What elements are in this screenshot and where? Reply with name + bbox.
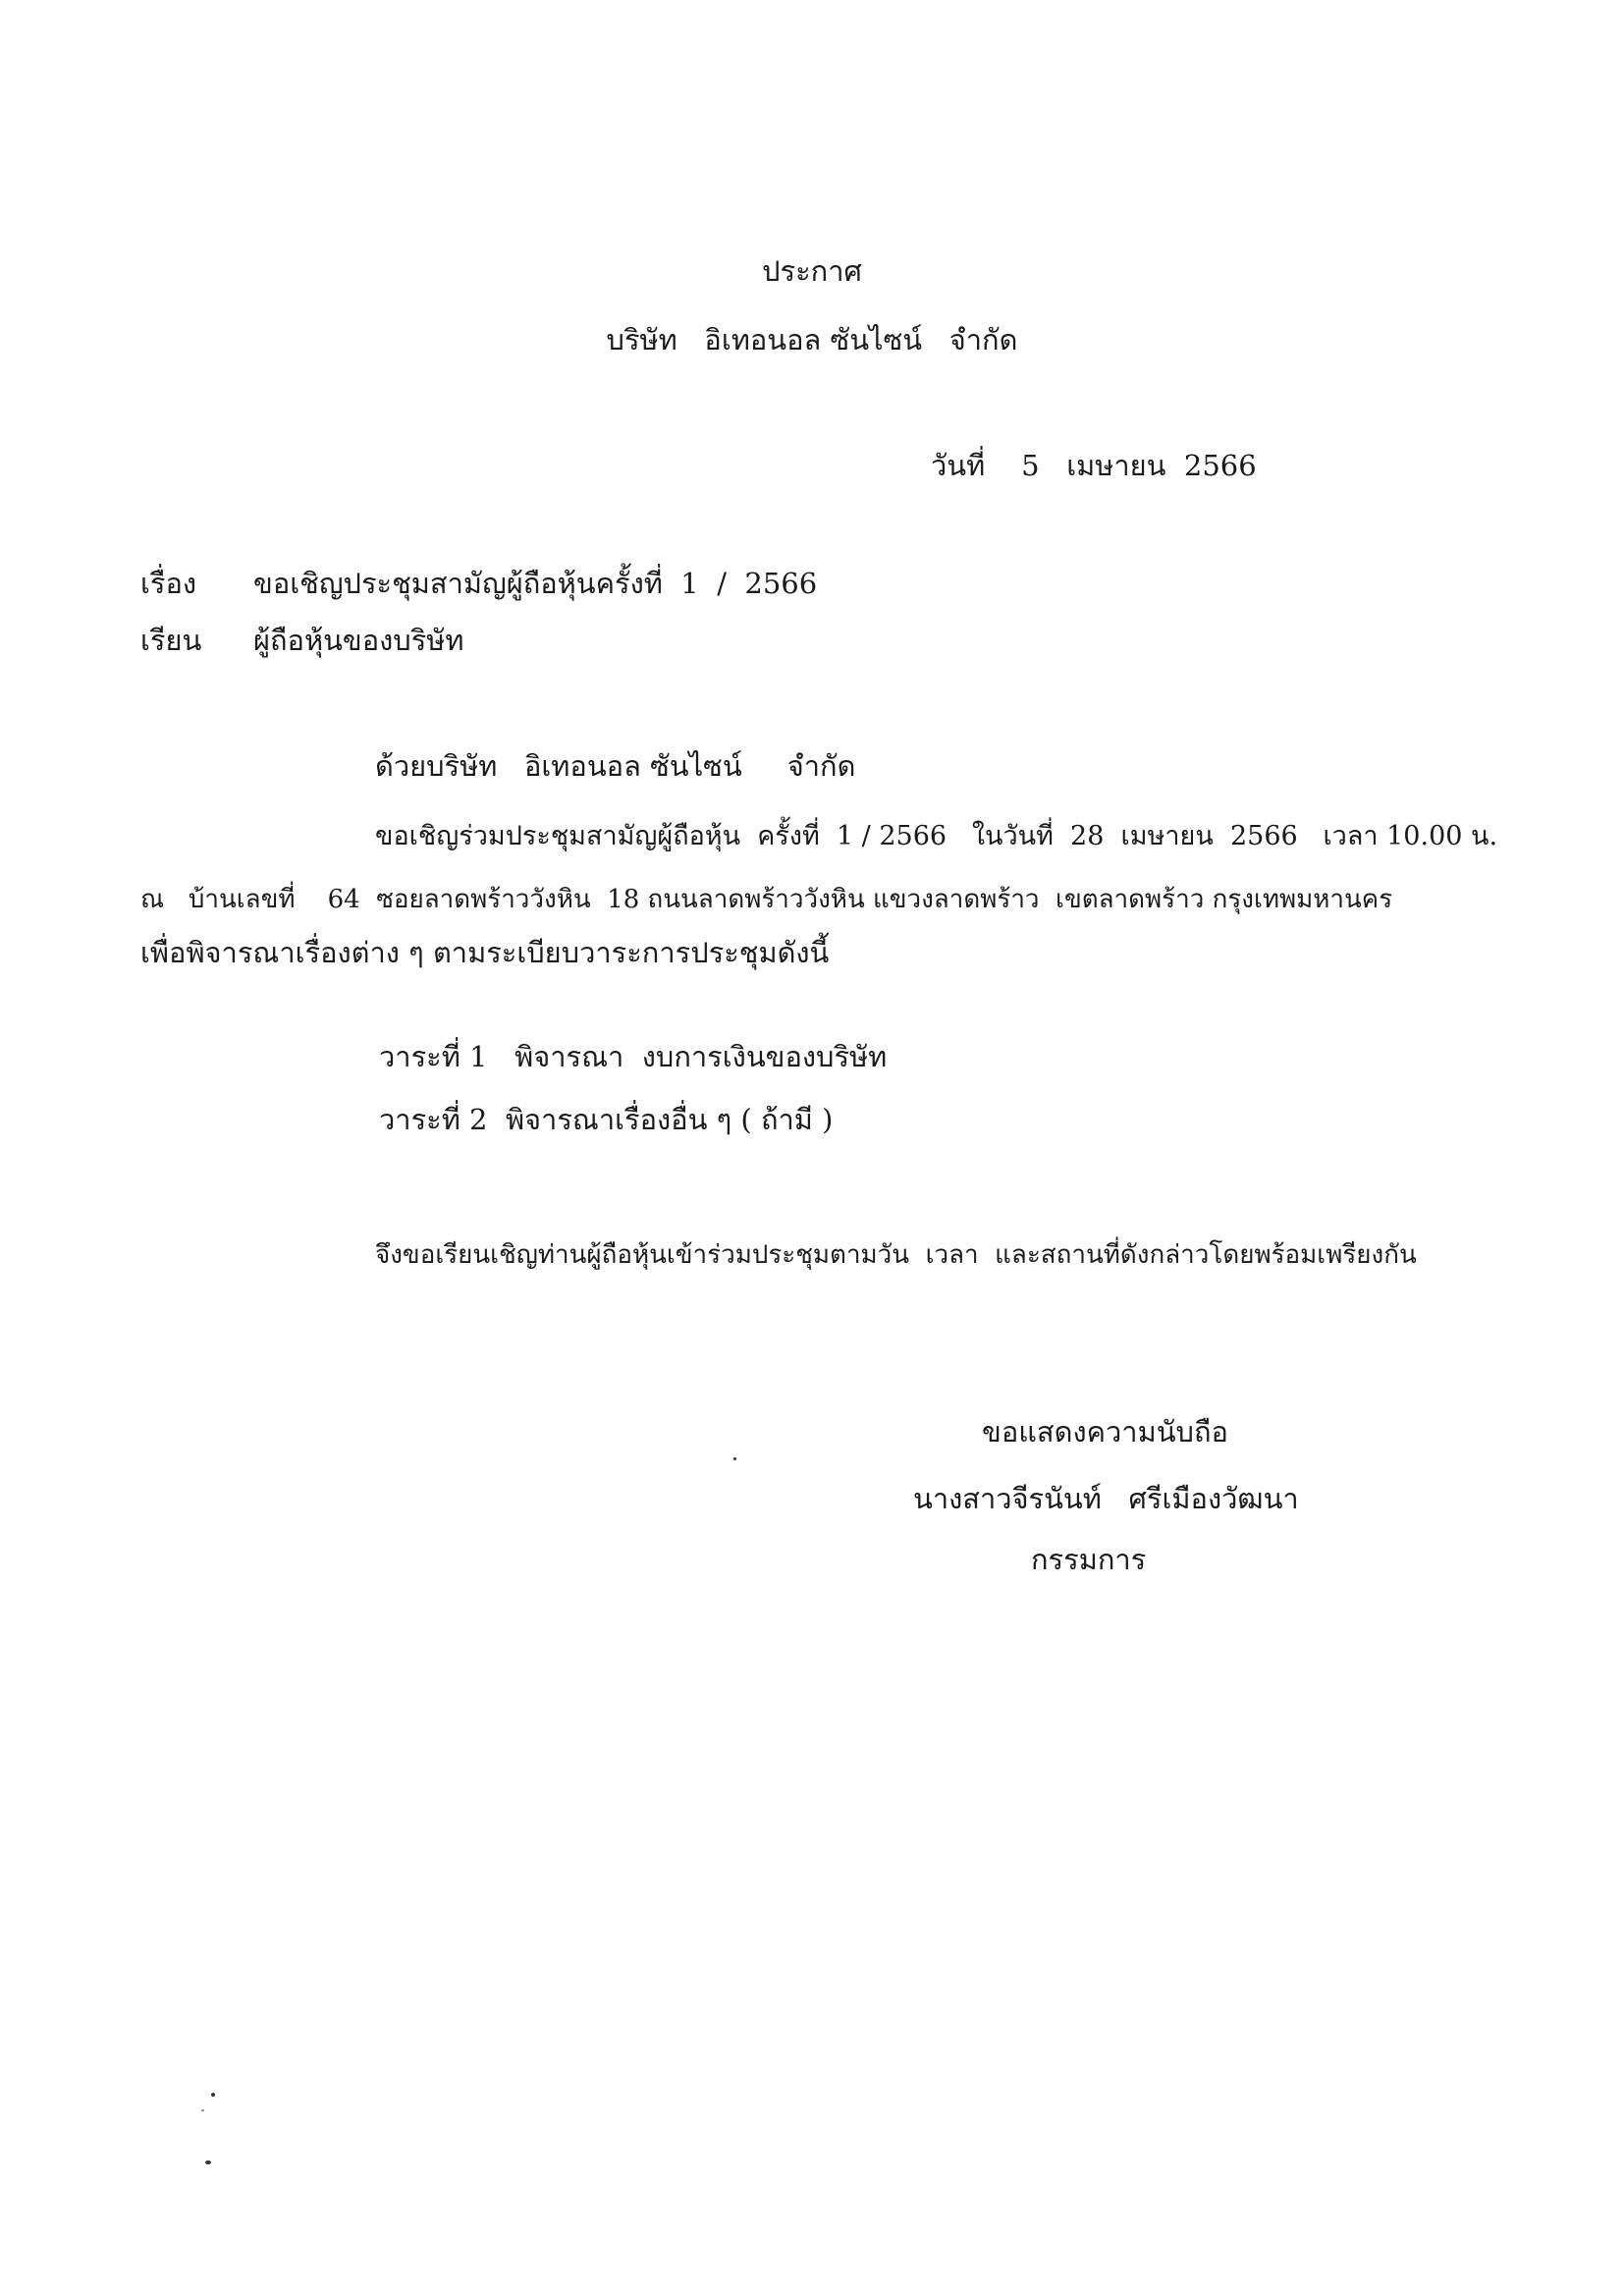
closing-statement: จึงขอเรียนเชิญท่านผู้ถือหุ้นเข้าร่วมประชุมตามวัน เวลา และสถานที่ดังกล่าวโดยพร้อมเพรียงกัน [375, 1240, 1417, 1270]
body-paragraph-line2: ณ บ้านเลขที่ 64 ซอยลาดพร้าววังหิน 18 ถนนลาดพร้าววังหิน แขวงลาดพร้าว เขตลาดพร้าว กรุงเทพมหานคร [140, 885, 1393, 914]
body-paragraph-line1: ขอเชิญร่วมประชุมสามัญผู้ถือหุ้น ครั้งที่ 1 / 2566 ในวันที่ 28 เมษายน 2566 เวลา 10.00 น. [375, 821, 1498, 851]
announcement-heading: ประกาศ [762, 254, 862, 288]
company-name: บริษัท อิเทอนอล ซันไซน์ จำกัด [606, 323, 1018, 356]
subject-label: เรื่อง [140, 567, 197, 600]
recipient-label: เรียน [140, 624, 202, 657]
document-date: วันที่ 5 เมษายน 2566 [931, 449, 1257, 482]
agenda-item-2: วาระที่ 2 พิจารณาเรื่องอื่น ๆ ( ถ้ามี ) [379, 1103, 834, 1136]
scan-speck [205, 2160, 211, 2164]
scan-speck [733, 1457, 736, 1460]
body-intro: ด้วยบริษัท อิเทอนอล ซันไซน์ จำกัด [375, 749, 856, 783]
body-paragraph-line3: เพื่อพิจารณาเรื่องต่าง ๆ ตามระเบียบวาระการประชุมดังนี้ [140, 936, 830, 969]
scan-speck [211, 2093, 215, 2097]
subject-text: ขอเชิญประชุมสามัญผู้ถือหุ้นครั้งที่ 1 / 2566 [253, 567, 818, 600]
scan-speck [201, 2109, 204, 2111]
signature-regards: ขอแสดงความนับถือ [982, 1415, 1228, 1449]
signature-name: นางสาวจีรนันท์ ศรีเมืองวัฒนา [913, 1482, 1299, 1515]
recipient-text: ผู้ถือหุ้นของบริษัท [253, 624, 464, 657]
agenda-item-1: วาระที่ 1 พิจารณา งบการเงินของบริษัท [379, 1040, 888, 1073]
signature-position: กรรมการ [1031, 1543, 1147, 1576]
